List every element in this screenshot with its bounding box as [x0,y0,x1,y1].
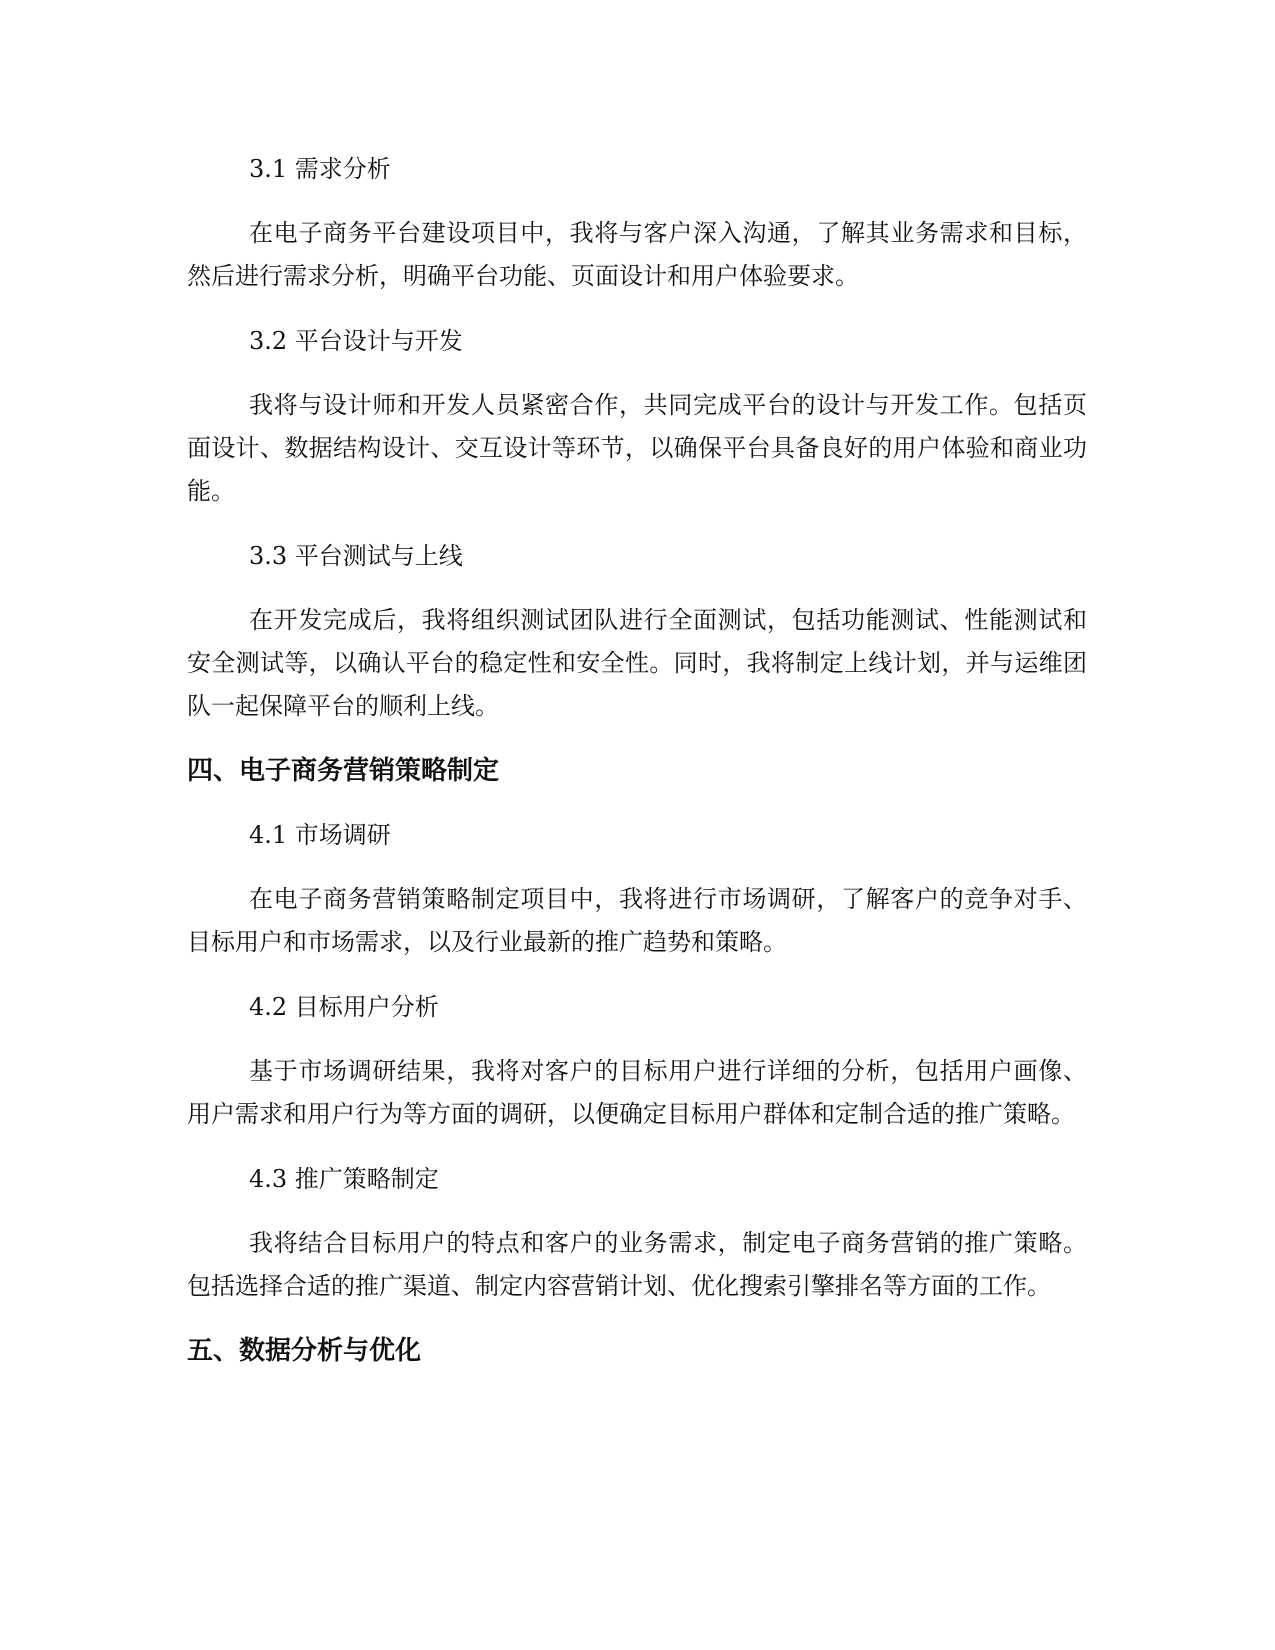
subheading-4-2: 4.2 目标用户分析 [249,993,439,1021]
subheading-4-3: 4.3 推广策略制定 [249,1165,439,1193]
subheading-4-1: 4.1 市场调研 [249,821,391,849]
section-heading-4: 四、电子商务营销策略制定 [187,756,500,786]
paragraph-platform-design: 我将与设计师和开发人员紧密合作，共同完成平台的设计与开发工作。包括页面设计、数据结构设计、交互设计等环节，以确保平台具备良好的用户体验和商业功能。 [187,391,1087,505]
paragraph-platform-testing: 在开发完成后，我将组织测试团队进行全面测试，包括功能测试、性能测试和安全测试等，以确认平台的稳定性和安全性。同时，我将制定上线计划，并与运维团队一起保障平台的顺利上线。 [187,606,1087,720]
subheading-3-2: 3.2 平台设计与开发 [249,327,463,355]
paragraph-target-user-analysis: 基于市场调研结果，我将对客户的目标用户进行详细的分析，包括用户画像、用户需求和用户行为等方面的调研，以便确定目标用户群体和定制合适的推广策略。 [187,1057,1087,1128]
subheading-3-3: 3.3 平台测试与上线 [249,542,463,570]
paragraph-promotion-strategy: 我将结合目标用户的特点和客户的业务需求，制定电子商务营销的推广策略。包括选择合适的推广渠道、制定内容营销计划、优化搜索引擎排名等方面的工作。 [187,1229,1087,1300]
section-heading-5: 五、数据分析与优化 [187,1336,422,1366]
document-body [187,148,1087,1394]
paragraph-market-research: 在电子商务营销策略制定项目中，我将进行市场调研，了解客户的竞争对手、目标用户和市场需求，以及行业最新的推广趋势和策略。 [187,885,1087,956]
subheading-3-1: 3.1 需求分析 [249,155,391,183]
paragraph-requirements-analysis: 在电子商务平台建设项目中，我将与客户深入沟通，了解其业务需求和目标，然后进行需求分析，明确平台功能、页面设计和用户体验要求。 [187,219,1087,290]
